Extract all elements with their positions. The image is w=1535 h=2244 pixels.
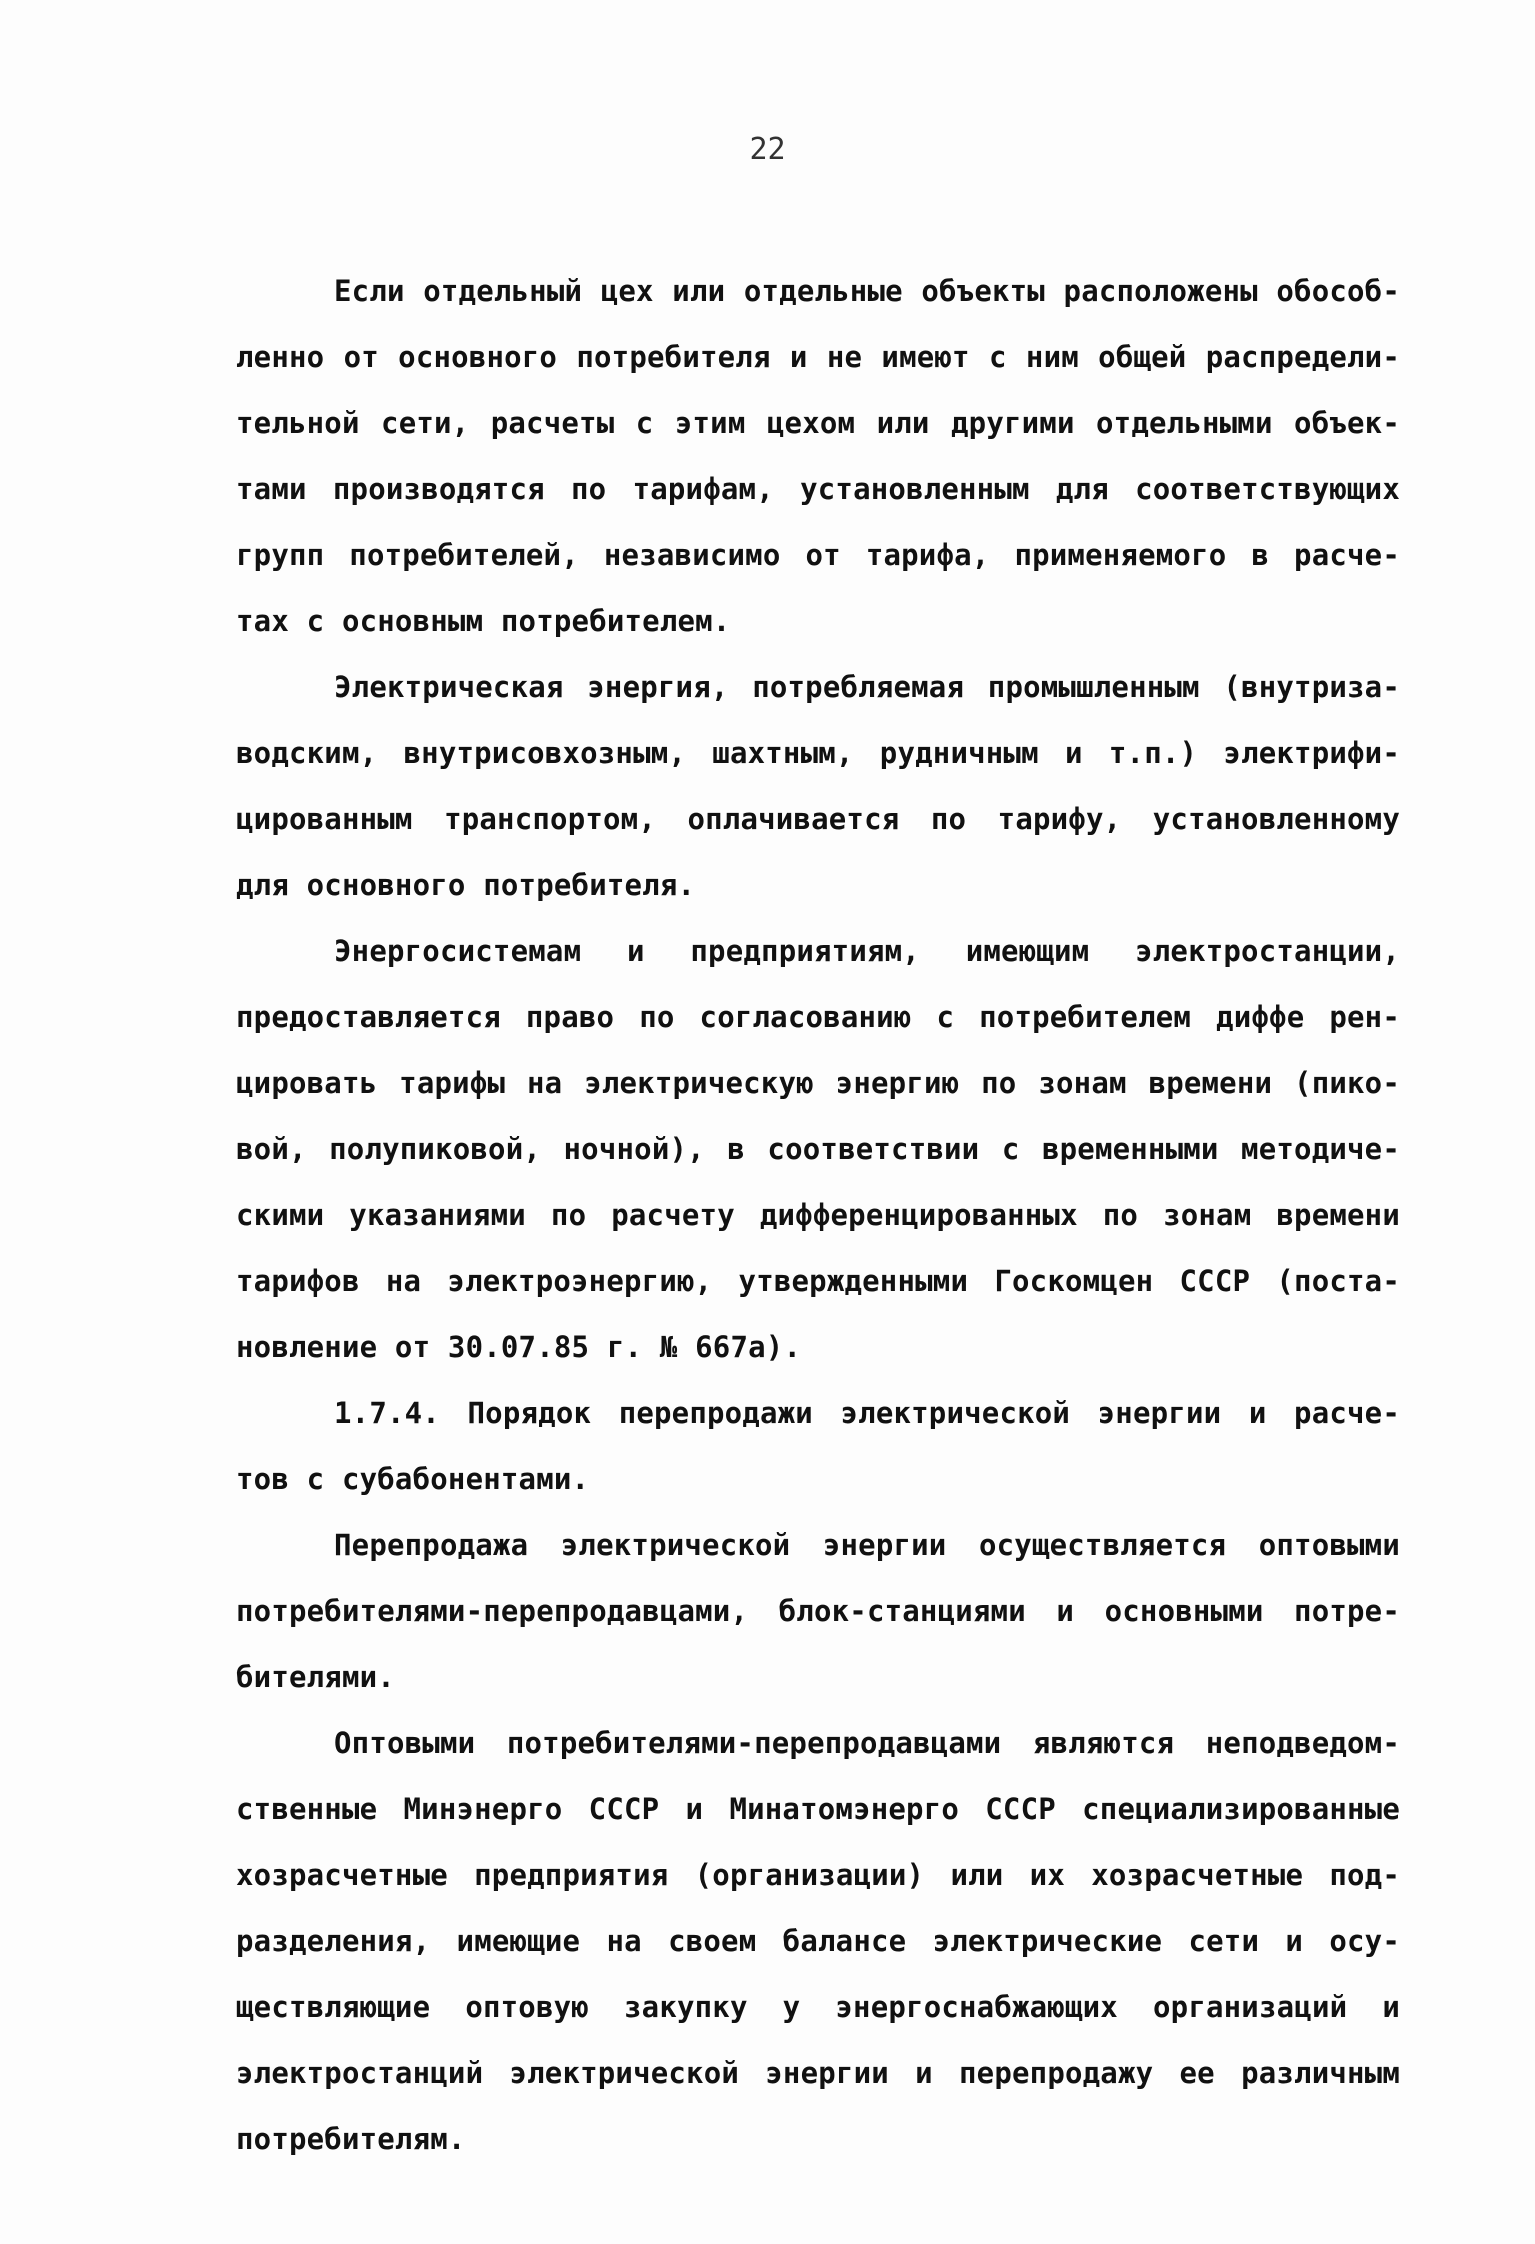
text-line: Оптовыми потребителями-перепродавцами являются неподведом- xyxy=(334,1726,1400,1760)
text-line: групп потребителей, независимо от тарифа, применяемого в расче- xyxy=(236,538,1400,572)
text-line: Электрическая энергия, потребляемая промышленным (внутриза- xyxy=(334,670,1400,704)
text-line: бителями. xyxy=(236,1660,395,1694)
text-line: новление от 30.07.85 г. № 667а). xyxy=(236,1330,802,1364)
text-line: разделения, имеющие на своем балансе электрические сети и осу- xyxy=(236,1924,1400,1958)
text-line: для основного потребителя. xyxy=(236,868,696,902)
document-body xyxy=(138,258,1400,2172)
text-line: цированным транспортом, оплачивается по тарифу, установленному xyxy=(236,802,1400,836)
paragraph xyxy=(138,1710,1400,2172)
text-line: предоставляется право по согласованию с потребителем диффе рен- xyxy=(236,1000,1400,1034)
text-line: тарифов на электроэнергию, утвержденными Госкомцен СССР (поста- xyxy=(236,1264,1400,1298)
text-line: цировать тарифы на электрическую энергию по зонам времени (пико- xyxy=(236,1066,1400,1100)
text-line: скими указаниями по расчету дифференцированных по зонам времени xyxy=(236,1198,1400,1232)
text-line: Если отдельный цех или отдельные объекты расположены обособ- xyxy=(334,274,1400,308)
paragraph xyxy=(138,1512,1400,1710)
text-line: хозрасчетные предприятия (организации) или их хозрасчетные под- xyxy=(236,1858,1400,1892)
text-line: потребителями-перепродавцами, блок-станциями и основными потре- xyxy=(236,1594,1400,1628)
text-line: ществляющие оптовую закупку у энергоснабжающих организаций и xyxy=(236,1990,1400,2024)
text-line: тами производятся по тарифам, установленным для соответствующих xyxy=(236,472,1400,506)
text-line: тах с основным потребителем. xyxy=(236,604,731,638)
section-heading xyxy=(138,1380,1400,1512)
paragraph xyxy=(138,654,1400,918)
text-line: электростанций электрической энергии и перепродажу ее различным xyxy=(236,2056,1400,2090)
paragraph xyxy=(138,258,1400,654)
text-line: ленно от основного потребителя и не имеют с ним общей распредели- xyxy=(236,340,1400,374)
text-line: тельной сети, расчеты с этим цехом или другими отдельными объек- xyxy=(236,406,1400,440)
text-line: тов с субабонентами. xyxy=(236,1462,590,1496)
text-line: Перепродажа электрической энергии осуществляется оптовыми xyxy=(334,1528,1400,1562)
page-number: 22 xyxy=(749,132,786,167)
text-line: Энергосистемам и предприятиям, имеющим электростанции, xyxy=(334,934,1400,968)
paragraph xyxy=(138,918,1400,1380)
text-line: потребителям. xyxy=(236,2122,466,2156)
text-line: вой, полупиковой, ночной), в соответствии с временными методиче- xyxy=(236,1132,1400,1166)
text-line: ственные Минэнерго СССР и Минатомэнерго СССР специализированные xyxy=(236,1792,1400,1826)
text-line: водским, внутрисовхозным, шахтным, рудничным и т.п.) электрифи- xyxy=(236,736,1400,770)
text-line: 1.7.4. Порядок перепродажи электрической энергии и расче- xyxy=(334,1396,1400,1430)
